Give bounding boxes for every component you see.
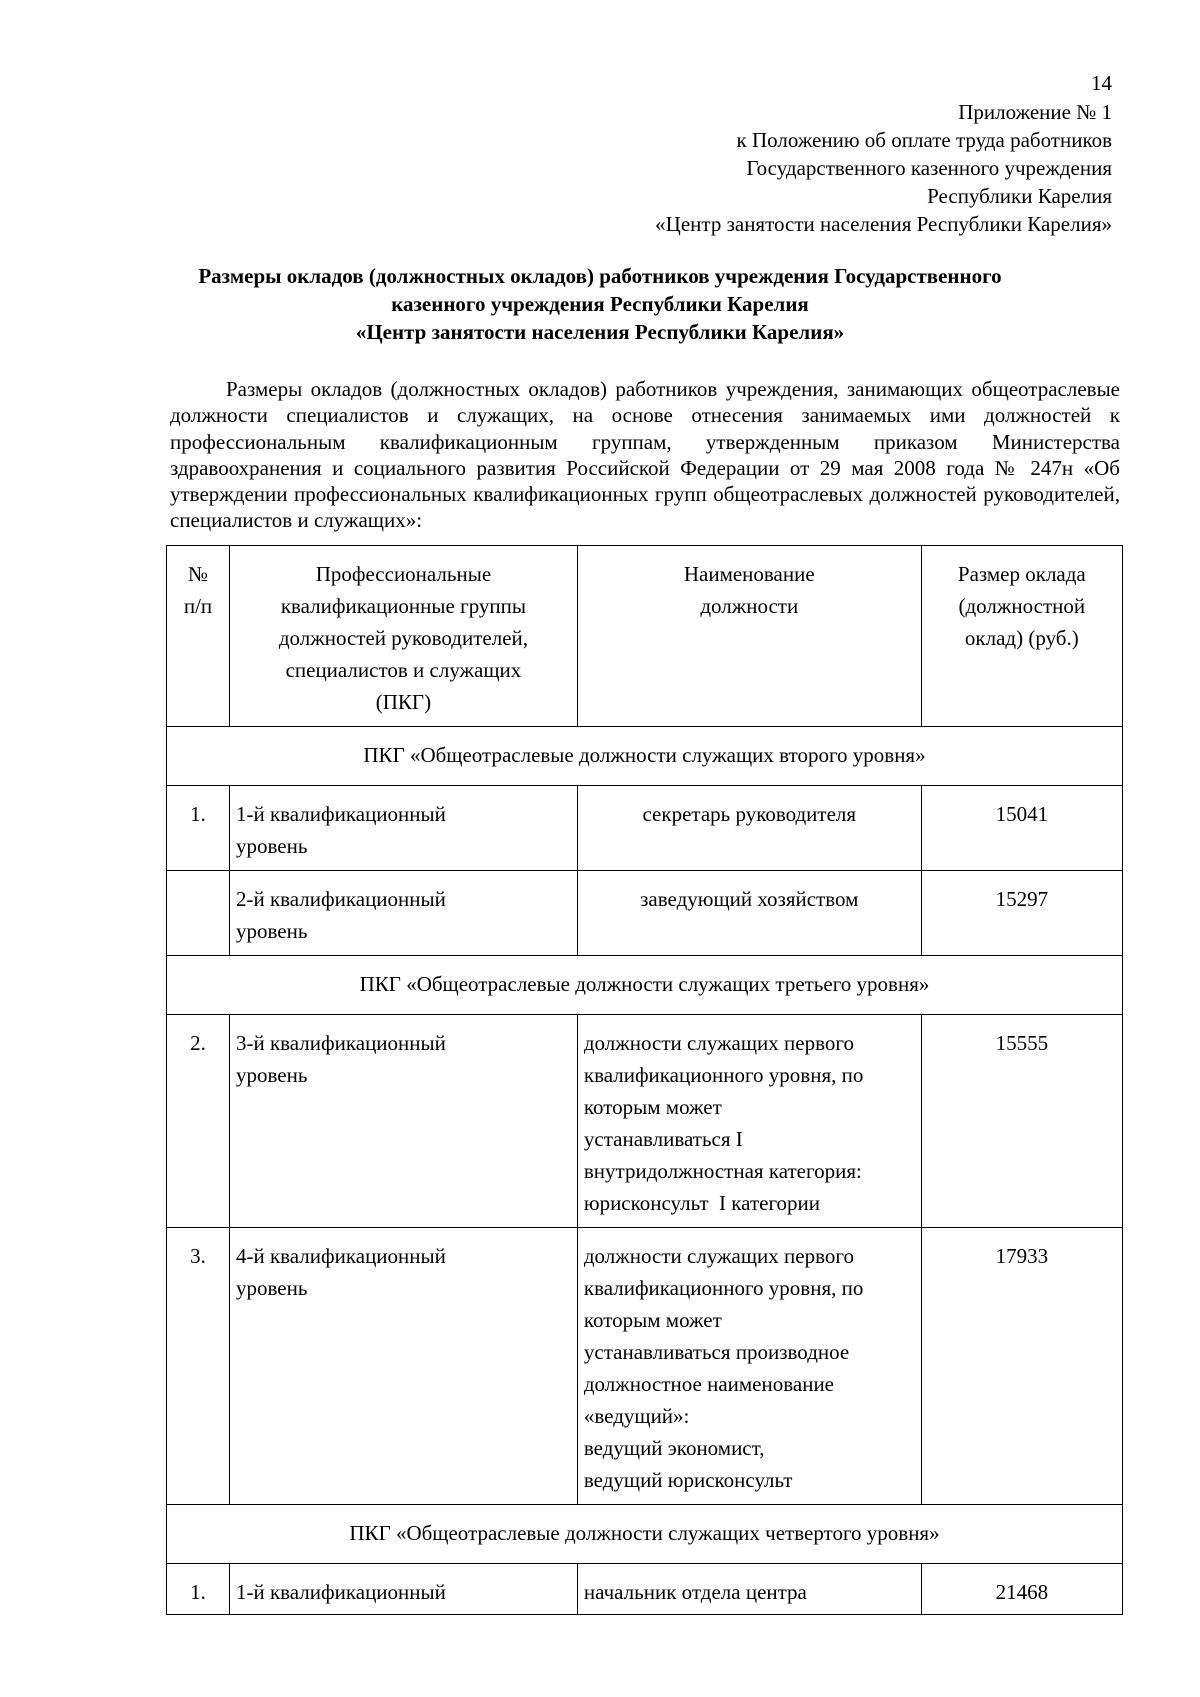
document-title [160, 262, 1040, 346]
row-salary: 15041 [921, 786, 1122, 871]
cell-line: устанавливаться производное [583, 1340, 850, 1364]
page-number: 14 [1091, 71, 1112, 95]
title-line: «Центр занятости населения Республики Карелия» [355, 320, 845, 344]
row-salary: 17933 [921, 1228, 1122, 1505]
row-num: 1. [167, 786, 230, 871]
cell-line: ведущий юрисконсульт [583, 1468, 793, 1492]
table-row [167, 1228, 1123, 1505]
section-row [167, 1505, 1123, 1564]
table-row [167, 1564, 1123, 1615]
cell-line: 2-й квалификационный [235, 887, 446, 911]
cell-line: секретарь руководителя [642, 802, 857, 826]
row-position [577, 1564, 921, 1615]
header-line: квалификационные группы [280, 594, 526, 618]
row-num: 3. [167, 1228, 230, 1505]
row-position [577, 786, 921, 871]
table-row [167, 1015, 1123, 1228]
cell-line: должностное наименование [583, 1372, 834, 1396]
section-row [167, 956, 1123, 1015]
cell-line: начальник отдела центра [583, 1580, 807, 1604]
header-line: Наименование [683, 562, 815, 586]
cell-line: которым может [583, 1095, 722, 1119]
row-num [167, 871, 230, 956]
row-position [577, 1228, 921, 1505]
header-line: (должностной [958, 594, 1086, 618]
row-group [229, 1015, 577, 1228]
row-salary: 15555 [921, 1015, 1122, 1228]
cell-line: которым может [583, 1308, 722, 1332]
intro-paragraph: Размеры окладов (должностных окладов) работников учреждения, занимающих общеотраслевые должности специалистов и служащих, на основе отнесения занимаемых ими должностей к профессиональным квалификационным группам, утвержденным приказом Министерства здравоохранения и социального развития Российской Федерации от 29 мая 2008 года № 247н «Об утверждении профессиональных квалификационных групп общеотраслевых должностей руководителей, специалистов и служащих»: [170, 377, 1120, 533]
table-row [167, 786, 1123, 871]
header-line: должности [700, 594, 799, 618]
row-position [577, 1015, 921, 1228]
row-salary: 15297 [921, 871, 1122, 956]
row-position [577, 871, 921, 956]
header-line: № [187, 562, 208, 586]
table-row [167, 871, 1123, 956]
header-line: Размер оклада [957, 562, 1086, 586]
section-title: ПКГ «Общеотраслевые должности служащих второго уровня» [167, 727, 1123, 786]
header-salary [921, 546, 1122, 727]
cell-line: квалификационного уровня, по [583, 1276, 864, 1300]
cell-line: должности служащих первого [583, 1031, 854, 1055]
section-title: ПКГ «Общеотраслевые должности служащих четвертого уровня» [167, 1505, 1123, 1564]
header-num [167, 546, 230, 727]
cell-line: 1-й квалификационный [235, 1580, 446, 1604]
cell-line: 4-й квалификационный [235, 1244, 446, 1268]
header-line: специалистов и служащих [285, 658, 522, 682]
appendix-line: «Центр занятости населения Республики Карелия» [655, 212, 1112, 236]
cell-line: уровень [235, 1063, 308, 1087]
cell-line: уровень [235, 919, 308, 943]
cell-line: устанавливаться I [583, 1127, 743, 1151]
title-line: Размеры окладов (должностных окладов) работников учреждения Государственного [198, 264, 1002, 288]
header-position [577, 546, 921, 727]
cell-line: внутридолжностная категория: [583, 1159, 862, 1183]
section-row [167, 727, 1123, 786]
header-line: оклад) (руб.) [964, 626, 1079, 650]
appendix-header [655, 98, 1112, 238]
section-title: ПКГ «Общеотраслевые должности служащих третьего уровня» [167, 956, 1123, 1015]
cell-line: уровень [235, 1276, 308, 1300]
appendix-line: Республики Карелия [927, 184, 1112, 208]
salary-table [166, 545, 1123, 1615]
cell-line: 3-й квалификационный [235, 1031, 446, 1055]
cell-line: юрисконсульт I категории [583, 1191, 821, 1215]
row-num: 1. [167, 1564, 230, 1615]
header-line: Профессиональные [315, 562, 492, 586]
cell-line: ведущий экономист, [583, 1436, 765, 1460]
row-group [229, 1228, 577, 1505]
cell-line: должности служащих первого [583, 1244, 854, 1268]
appendix-line: Государственного казенного учреждения [746, 156, 1112, 180]
appendix-line: Приложение № 1 [958, 100, 1112, 124]
row-num: 2. [167, 1015, 230, 1228]
row-salary: 21468 [921, 1564, 1122, 1615]
header-line: должностей руководителей, [278, 626, 529, 650]
header-line: (ПКГ) [375, 690, 432, 714]
row-group [229, 871, 577, 956]
cell-line: 1-й квалификационный [235, 802, 446, 826]
appendix-line: к Положению об оплате труда работников [736, 128, 1112, 152]
row-group [229, 786, 577, 871]
cell-line: уровень [235, 834, 308, 858]
row-group [229, 1564, 577, 1615]
header-line: п/п [183, 594, 213, 618]
header-group [229, 546, 577, 727]
cell-line: заведующий хозяйством [640, 887, 859, 911]
title-line: казенного учреждения Республики Карелия [391, 292, 809, 316]
cell-line: квалификационного уровня, по [583, 1063, 864, 1087]
cell-line: «ведущий»: [583, 1404, 690, 1428]
table-header-row [167, 546, 1123, 727]
